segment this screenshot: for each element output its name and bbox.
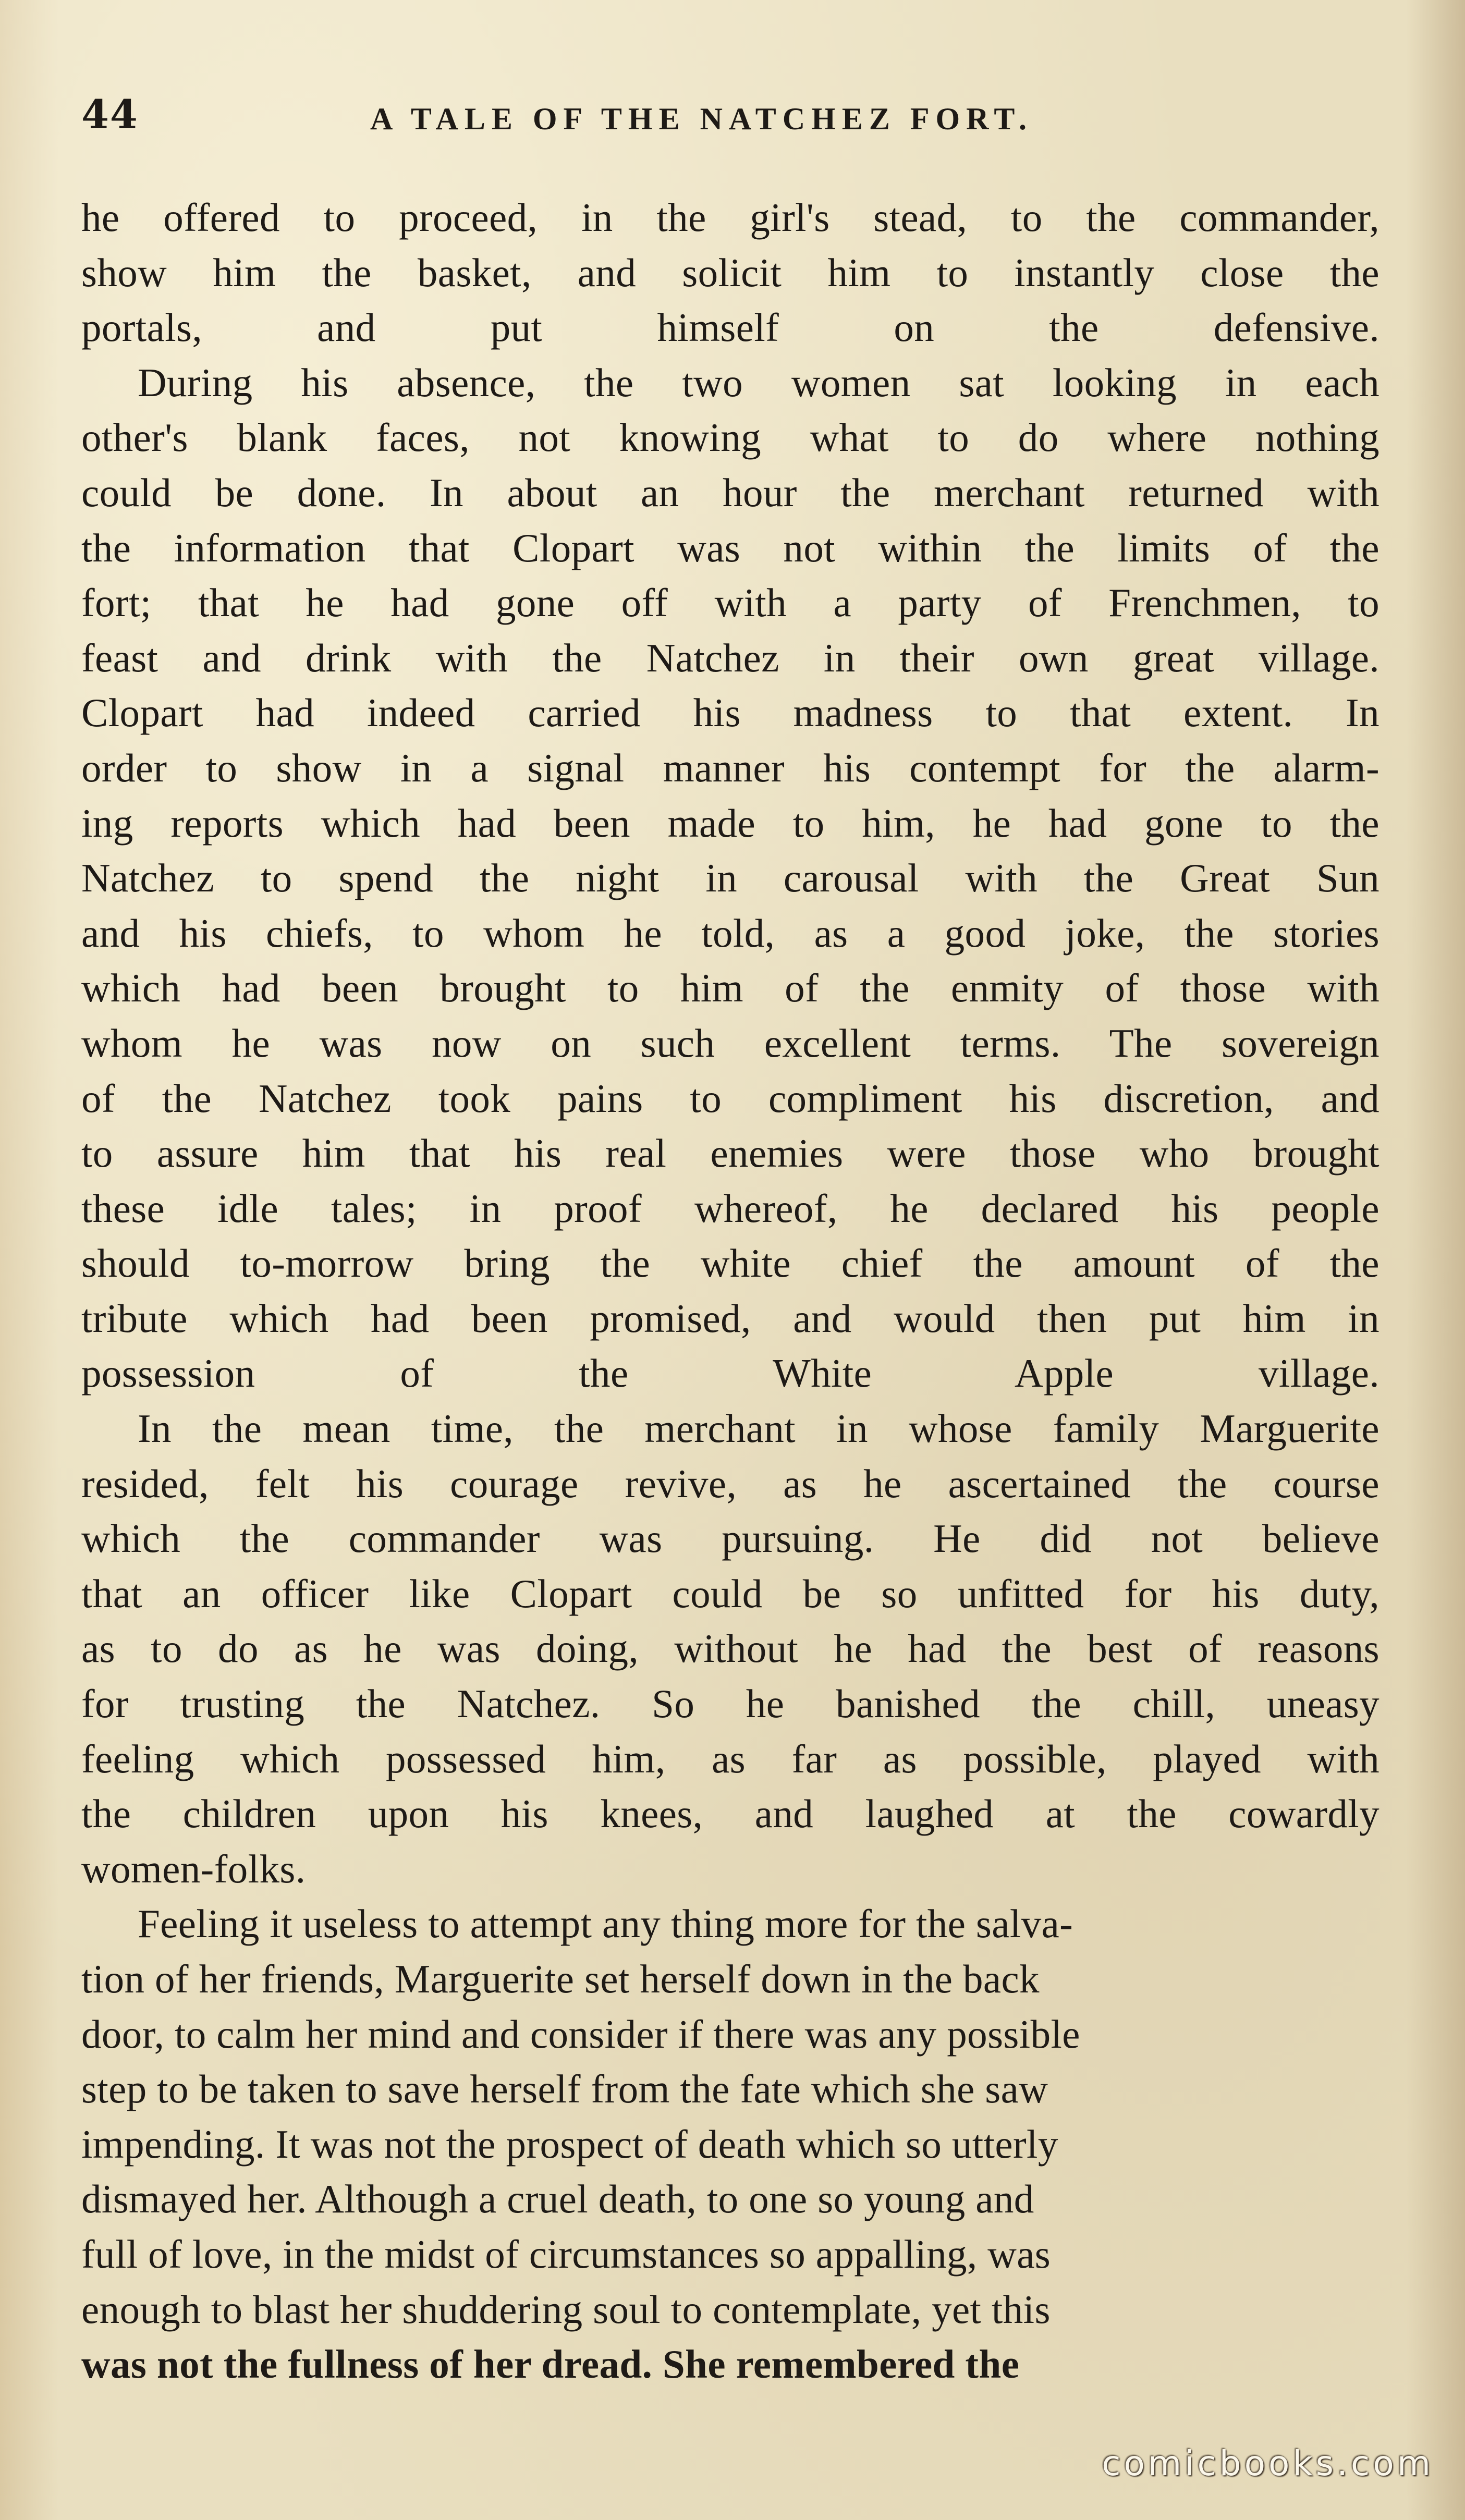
body-text <box>81 190 1379 2392</box>
paragraph-1 <box>81 190 1379 356</box>
text-line: of the Natchez took pains to compliment his discretion, and <box>81 1075 1379 1121</box>
text-line: enough to blast her shuddering soul to contemplate, yet this <box>81 2286 1051 2332</box>
text-line: for trusting the Natchez. So he banished the chill, uneasy <box>81 1681 1379 1727</box>
text-line: whom he was now on such excellent terms. The sovereign <box>81 1020 1379 1066</box>
text-line: step to be taken to save herself from the fate which she saw <box>81 2066 1048 2112</box>
text-line: dismayed her. Although a cruel death, to one so young and <box>81 2176 1034 2222</box>
text-line: Natchez to spend the night in carousal with the Great Sun <box>81 855 1379 901</box>
text-line: In the mean time, the merchant in whose family Marguerite <box>138 1406 1379 1451</box>
text-line: resided, felt his courage revive, as he ascertained the course <box>81 1461 1379 1506</box>
paragraph-2 <box>81 356 1379 1401</box>
page-header <box>78 89 1382 141</box>
text-line: could be done. In about an hour the merchant returned with <box>81 470 1379 515</box>
text-line: tribute which had been promised, and would then put him in <box>81 1295 1379 1341</box>
text-line: feast and drink with the Natchez in their own great village. <box>81 635 1379 680</box>
text-line: he offered to proceed, in the girl's stead, to the commander, <box>81 195 1379 240</box>
text-line: Clopart had indeed carried his madness to that extent. In <box>81 690 1379 736</box>
text-line: full of love, in the midst of circumstances so appalling, was <box>81 2231 1051 2277</box>
text-line: the children upon his knees, and laughed at the cowardly <box>81 1791 1379 1837</box>
text-line: was not the fullness of her dread. She remembered the <box>81 2342 1020 2387</box>
paragraph-4 <box>81 1897 1379 2392</box>
text-line: During his absence, the two women sat looking in each <box>138 360 1379 405</box>
text-line: door, to calm her mind and consider if there was any possible <box>81 2011 1080 2057</box>
paragraph-3 <box>81 1401 1379 1897</box>
text-line: should to-morrow bring the white chief the amount of the <box>81 1241 1379 1286</box>
text-line: that an officer like Clopart could be so unfitted for his duty, <box>81 1571 1379 1616</box>
text-line: the information that Clopart was not within the limits of the <box>81 525 1379 570</box>
watermark: comicbooks.com <box>1102 2443 1434 2484</box>
text-line: impending. It was not the prospect of death which so utterly <box>81 2121 1058 2167</box>
text-line: as to do as he was doing, without he had the best of reasons <box>81 1626 1379 1671</box>
page-number: 44 <box>81 91 139 138</box>
text-line: ing reports which had been made to him, he had gone to the <box>81 800 1379 846</box>
text-line: which had been brought to him of the enmity of those with <box>81 965 1379 1011</box>
text-line: feeling which possessed him, as far as possible, played with <box>81 1736 1379 1781</box>
text-line: show him the basket, and solicit him to instantly close the <box>81 250 1379 295</box>
text-line: possession of the White Apple village. <box>81 1351 1379 1396</box>
text-line: tion of her friends, Marguerite set herself down in the back <box>81 1956 1040 2001</box>
text-line: fort; that he had gone off with a party of Frenchmen, to <box>81 580 1379 626</box>
text-line: Feeling it useless to attempt any thing more for the salva- <box>138 1901 1073 1947</box>
text-line: which the commander was pursuing. He did not believe <box>81 1516 1379 1561</box>
text-line: women-folks. <box>81 1846 306 1891</box>
text-line: order to show in a signal manner his contempt for the alarm- <box>81 745 1379 790</box>
text-line: portals, and put himself on the defensive. <box>81 305 1379 350</box>
running-title: A TALE OF THE NATCHEZ FORT. <box>370 102 1033 136</box>
text-line: other's blank faces, not knowing what to do where nothing <box>81 415 1379 460</box>
text-line: and his chiefs, to whom he told, as a good joke, the stories <box>81 910 1379 956</box>
text-line: to assure him that his real enemies were those who brought <box>81 1131 1379 1176</box>
text-line: these idle tales; in proof whereof, he declared his people <box>81 1185 1379 1231</box>
